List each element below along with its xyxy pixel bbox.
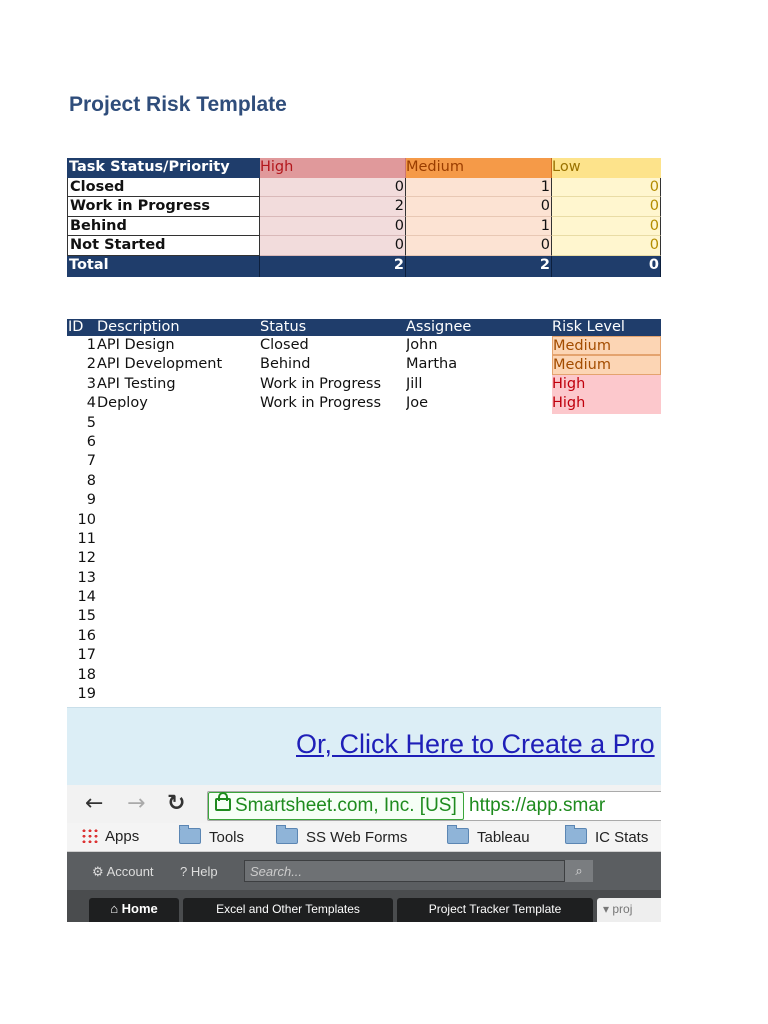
table-row bbox=[67, 375, 661, 394]
cell-medium: 0 bbox=[406, 197, 552, 217]
table-row bbox=[67, 607, 661, 626]
header-status: Status bbox=[260, 319, 307, 335]
bookmark-label: Tableau bbox=[477, 829, 530, 846]
forward-arrow-icon[interactable]: → bbox=[127, 791, 146, 816]
risk-summary-table bbox=[67, 158, 661, 277]
cell-assignee bbox=[406, 472, 552, 491]
cell-high: 0 bbox=[260, 217, 406, 237]
bookmark-label: IC Stats bbox=[595, 829, 649, 846]
cell-assignee: Joe bbox=[406, 395, 429, 412]
search-input[interactable]: Search... bbox=[244, 860, 592, 882]
cell-low: 0 bbox=[552, 197, 661, 217]
cell-assignee bbox=[406, 414, 552, 433]
cell-id: 1 bbox=[86, 337, 96, 353]
help-link[interactable] bbox=[180, 864, 218, 879]
table-row bbox=[67, 355, 661, 374]
tab-label: proj bbox=[612, 902, 633, 916]
header-task-status: Task Status/Priority bbox=[67, 158, 260, 178]
cell-medium: 1 bbox=[406, 178, 552, 198]
table-row bbox=[67, 666, 661, 685]
cell-id: 17 bbox=[77, 647, 96, 664]
cell-description bbox=[97, 549, 260, 568]
cell-assignee: Martha bbox=[406, 356, 458, 373]
header-description: Description bbox=[97, 319, 180, 335]
table-row bbox=[67, 394, 661, 413]
create-project-link[interactable]: Or, Click Here to Create a Pro bbox=[296, 729, 655, 759]
task-detail-table bbox=[67, 319, 661, 704]
bookmark-ic-stats[interactable] bbox=[565, 828, 648, 846]
browser-screenshot bbox=[67, 785, 661, 922]
cell-assignee bbox=[406, 666, 552, 685]
cell-status bbox=[260, 414, 406, 433]
detail-header-row bbox=[67, 319, 661, 336]
cell-risk-level: High bbox=[552, 375, 661, 394]
cell-assignee bbox=[406, 433, 552, 452]
table-row bbox=[67, 336, 661, 355]
cell-description bbox=[97, 472, 260, 491]
header-medium: Medium bbox=[406, 158, 552, 178]
cell-high: 2 bbox=[260, 197, 406, 217]
table-row bbox=[67, 511, 661, 530]
cell-description bbox=[97, 685, 260, 704]
bookmark-tools[interactable] bbox=[179, 828, 244, 846]
table-row bbox=[67, 549, 661, 568]
folder-icon bbox=[565, 828, 587, 844]
cell-risk-level bbox=[552, 627, 661, 646]
help-icon: ? bbox=[180, 864, 191, 879]
table-row bbox=[67, 491, 661, 510]
table-row bbox=[67, 433, 661, 452]
cell-description bbox=[97, 511, 260, 530]
tab-project-tracker[interactable]: Project Tracker Template bbox=[397, 898, 593, 922]
cell-id: 7 bbox=[86, 453, 96, 470]
cell-status bbox=[260, 666, 406, 685]
cell-description bbox=[97, 530, 260, 549]
cell-status bbox=[260, 472, 406, 491]
secure-label: Smartsheet.com, Inc. [US] bbox=[235, 795, 457, 816]
cell-assignee bbox=[406, 530, 552, 549]
cell-id: 13 bbox=[77, 569, 96, 586]
table-row bbox=[67, 646, 661, 665]
table-row bbox=[67, 627, 661, 646]
cell-assignee bbox=[406, 569, 552, 588]
cell-description bbox=[97, 666, 260, 685]
cell-id: 5 bbox=[86, 414, 96, 431]
table-row bbox=[67, 178, 661, 198]
url-text: https://app.smar bbox=[469, 795, 606, 816]
bookmark-apps[interactable] bbox=[81, 828, 139, 845]
secure-badge bbox=[208, 792, 464, 820]
create-project-banner bbox=[67, 707, 661, 786]
header-risk-level: Risk Level bbox=[552, 319, 625, 335]
cell-risk-level bbox=[552, 491, 661, 510]
cell-low: 0 bbox=[552, 236, 661, 256]
cell-status: Closed bbox=[260, 337, 309, 353]
cell-description bbox=[97, 607, 260, 626]
cell-assignee bbox=[406, 549, 552, 568]
table-row bbox=[67, 685, 661, 704]
cell-description bbox=[97, 491, 260, 510]
cell-medium: 1 bbox=[406, 217, 552, 237]
summary-header-row bbox=[67, 158, 661, 178]
folder-icon bbox=[179, 828, 201, 844]
cell-id: 6 bbox=[86, 433, 96, 450]
cell-high: 0 bbox=[260, 178, 406, 198]
apps-grid-icon bbox=[81, 828, 99, 844]
cell-risk-level: Medium bbox=[552, 355, 661, 374]
help-label: Help bbox=[190, 864, 218, 879]
tab-proj[interactable] bbox=[597, 898, 661, 922]
cell-id: 9 bbox=[86, 492, 96, 509]
cell-assignee bbox=[406, 452, 552, 471]
cell-id: 11 bbox=[77, 530, 96, 547]
tab-home[interactable] bbox=[89, 898, 179, 922]
cell-assignee bbox=[406, 627, 552, 646]
cell-risk-level bbox=[552, 472, 661, 491]
cell-status: Work in Progress bbox=[260, 395, 382, 412]
cell-risk-level bbox=[552, 452, 661, 471]
cell-status: Behind bbox=[260, 356, 311, 373]
cell-status: Work in Progress bbox=[260, 375, 382, 392]
cell-id: 8 bbox=[86, 472, 96, 489]
reload-icon[interactable]: ↻ bbox=[167, 791, 186, 816]
cell-assignee bbox=[406, 685, 552, 704]
cell-description: API Design bbox=[97, 337, 175, 353]
page-title: Project Risk Template bbox=[69, 93, 287, 116]
cell-risk-level bbox=[552, 588, 661, 607]
cell-status bbox=[260, 511, 406, 530]
header-low: Low bbox=[552, 158, 661, 178]
cell-risk-level: High bbox=[552, 394, 661, 413]
cell-assignee: John bbox=[406, 337, 438, 353]
cell-assignee bbox=[406, 588, 552, 607]
cell-assignee bbox=[406, 491, 552, 510]
cell-risk-level bbox=[552, 414, 661, 433]
cell-risk-level bbox=[552, 569, 661, 588]
cell-description bbox=[97, 433, 260, 452]
row-label: Work in Progress bbox=[67, 197, 260, 217]
tab-label: Home bbox=[121, 901, 158, 916]
cell-assignee bbox=[406, 511, 552, 530]
cell-description bbox=[97, 627, 260, 646]
row-label: Not Started bbox=[67, 236, 260, 256]
cell-description bbox=[97, 414, 260, 433]
table-row bbox=[67, 197, 661, 217]
cell-risk-level bbox=[552, 607, 661, 626]
cell-assignee: Jill bbox=[406, 375, 423, 392]
total-high: 2 bbox=[260, 256, 406, 277]
app-toolbar bbox=[67, 852, 661, 890]
account-label: Account bbox=[106, 864, 154, 879]
cell-assignee bbox=[406, 646, 552, 665]
table-row bbox=[67, 530, 661, 549]
tab-excel-templates[interactable]: Excel and Other Templates bbox=[183, 898, 393, 922]
header-id: ID bbox=[68, 319, 84, 335]
cell-risk-level: Medium bbox=[552, 336, 661, 355]
cell-low: 0 bbox=[552, 217, 661, 237]
home-icon: ⌂ bbox=[110, 901, 122, 916]
gear-icon: ⚙ bbox=[92, 864, 107, 879]
table-row bbox=[67, 569, 661, 588]
cell-id: 3 bbox=[86, 375, 96, 392]
header-assignee: Assignee bbox=[406, 319, 472, 335]
table-row bbox=[67, 217, 661, 237]
cell-description: API Development bbox=[97, 356, 223, 373]
cell-high: 0 bbox=[260, 236, 406, 256]
table-row bbox=[67, 588, 661, 607]
cell-status bbox=[260, 433, 406, 452]
cell-description bbox=[97, 646, 260, 665]
cell-status bbox=[260, 646, 406, 665]
table-row bbox=[67, 452, 661, 471]
total-medium: 2 bbox=[406, 256, 552, 277]
cell-assignee bbox=[406, 607, 552, 626]
summary-total-row bbox=[67, 256, 661, 277]
cell-risk-level bbox=[552, 646, 661, 665]
cell-status bbox=[260, 491, 406, 510]
cell-id: 19 bbox=[77, 686, 96, 703]
account-link[interactable] bbox=[92, 864, 154, 880]
cell-status bbox=[260, 588, 406, 607]
cell-status bbox=[260, 685, 406, 704]
cell-description: API Testing bbox=[97, 375, 176, 392]
bookmark-ss-web-forms[interactable] bbox=[276, 828, 407, 846]
cell-status bbox=[260, 549, 406, 568]
cell-id: 12 bbox=[77, 550, 96, 567]
folder-icon bbox=[276, 828, 298, 844]
cell-description bbox=[97, 588, 260, 607]
table-row bbox=[67, 236, 661, 256]
table-row bbox=[67, 414, 661, 433]
cell-status bbox=[260, 569, 406, 588]
cell-low: 0 bbox=[552, 178, 661, 198]
cell-status bbox=[260, 452, 406, 471]
cell-id: 10 bbox=[77, 511, 96, 528]
cell-status bbox=[260, 607, 406, 626]
bookmark-label: Tools bbox=[209, 829, 245, 846]
cell-risk-level bbox=[552, 549, 661, 568]
cell-risk-level bbox=[552, 433, 661, 452]
bookmark-label: SS Web Forms bbox=[306, 829, 408, 846]
folder-icon bbox=[447, 828, 469, 844]
cell-id: 18 bbox=[77, 666, 96, 683]
cell-status bbox=[260, 530, 406, 549]
cell-status bbox=[260, 627, 406, 646]
total-low: 0 bbox=[552, 256, 661, 277]
cell-medium: 0 bbox=[406, 236, 552, 256]
cell-risk-level bbox=[552, 666, 661, 685]
table-row bbox=[67, 472, 661, 491]
browser-nav-bar bbox=[67, 785, 661, 823]
cell-description bbox=[97, 569, 260, 588]
row-label: Closed bbox=[67, 178, 260, 198]
bookmark-tableau[interactable] bbox=[447, 828, 530, 846]
app-tab-bar bbox=[67, 890, 661, 922]
cell-id: 4 bbox=[86, 395, 96, 412]
tab-menu-icon: ▾ bbox=[603, 902, 613, 916]
cell-id: 14 bbox=[77, 589, 96, 606]
total-label: Total bbox=[67, 256, 260, 277]
cell-id: 2 bbox=[86, 356, 96, 373]
back-arrow-icon[interactable]: ← bbox=[85, 791, 104, 816]
cell-risk-level bbox=[552, 530, 661, 549]
cell-risk-level bbox=[552, 511, 661, 530]
search-icon[interactable]: ⌕ bbox=[564, 860, 593, 882]
row-label: Behind bbox=[67, 217, 260, 237]
bookmark-label: Apps bbox=[105, 828, 140, 845]
cell-id: 15 bbox=[77, 608, 96, 625]
cell-risk-level bbox=[552, 685, 661, 704]
cell-description bbox=[97, 452, 260, 471]
address-bar[interactable] bbox=[207, 791, 661, 821]
cell-description: Deploy bbox=[97, 395, 148, 412]
lock-icon bbox=[215, 798, 231, 811]
bookmarks-bar bbox=[67, 823, 661, 852]
header-high: High bbox=[260, 158, 406, 178]
cell-id: 16 bbox=[77, 627, 96, 644]
